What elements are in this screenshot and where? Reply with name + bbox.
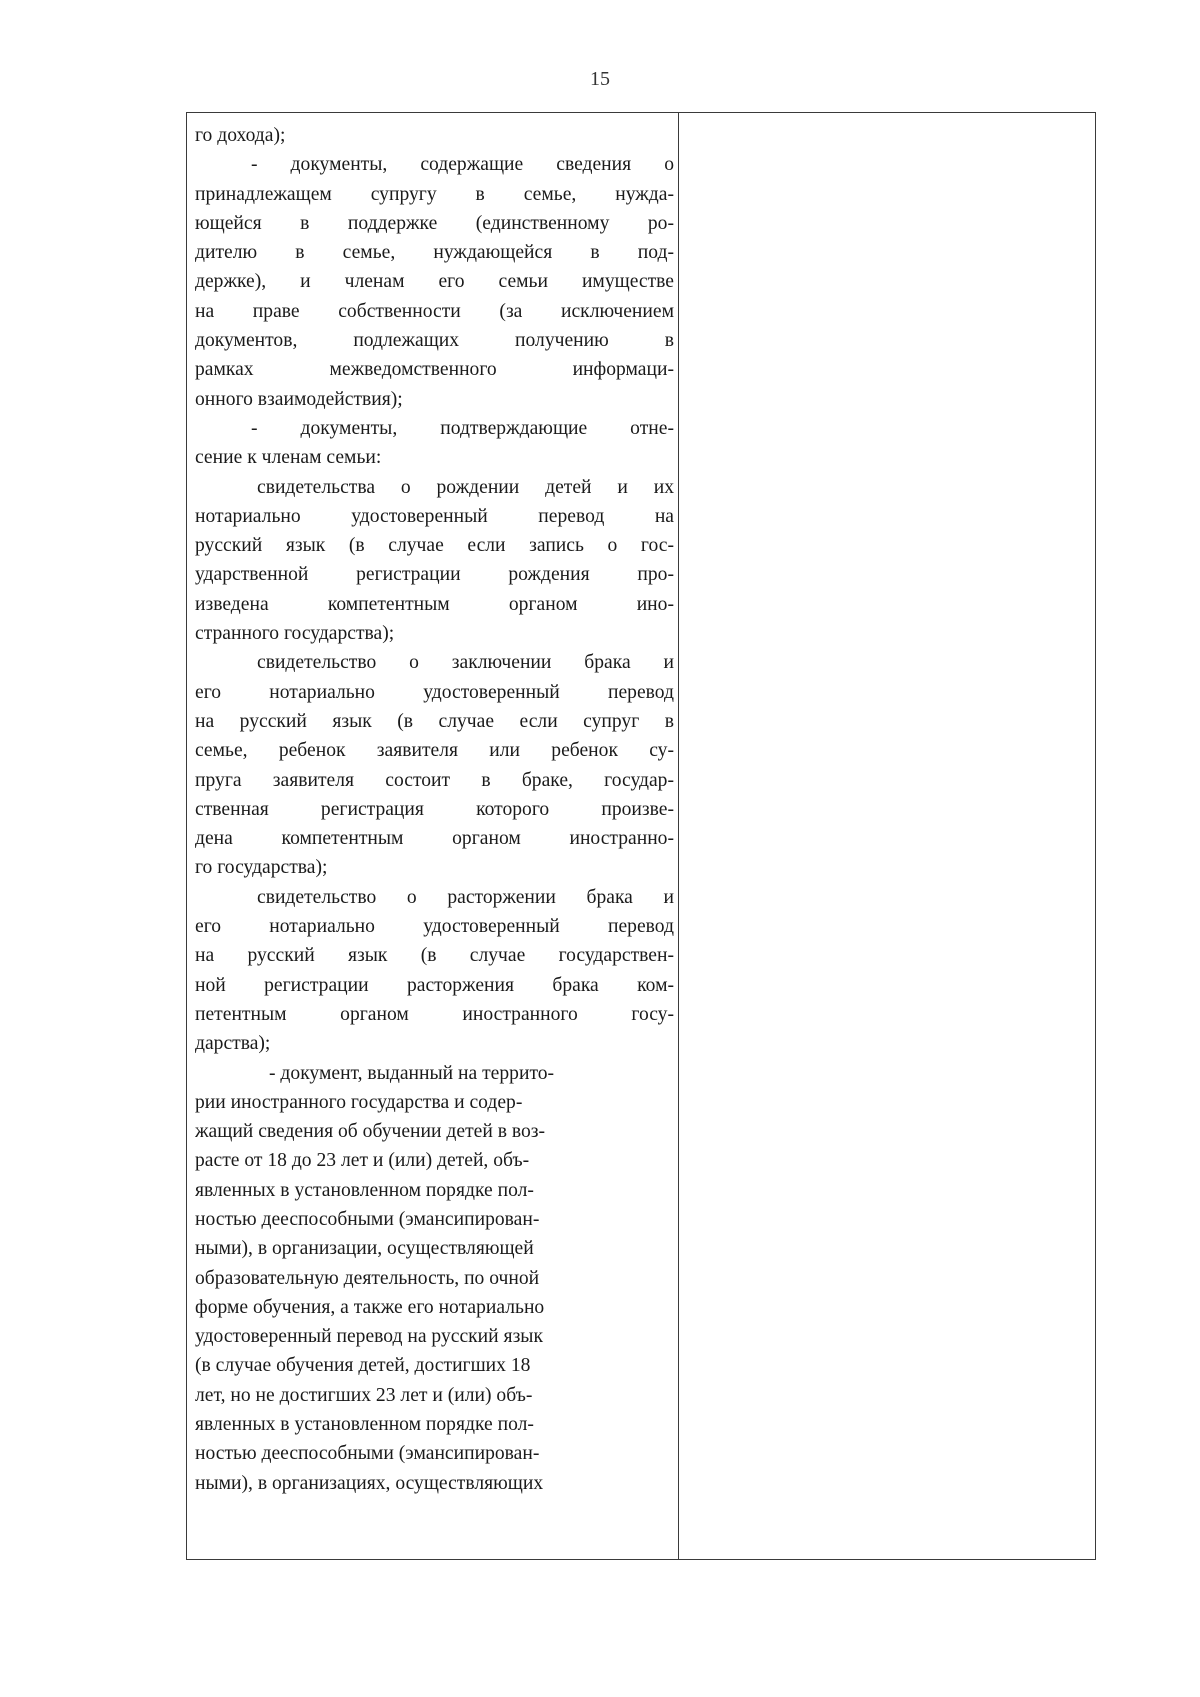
text-line: онного взаимодействия); <box>195 388 403 410</box>
text-line: - документ, выданный на террито- <box>269 1062 555 1084</box>
text-line: дарства); <box>195 1033 271 1055</box>
text-line: пруга заявителя состоит в браке, государ- <box>195 769 674 791</box>
text-line: ной регистрации расторжения брака ком- <box>195 974 674 996</box>
text-line: ственная регистрация которого произве- <box>195 798 674 820</box>
text-line: ными), в организациях, осуществляющих <box>195 1472 544 1494</box>
table-cell-right <box>679 113 1095 1559</box>
text-line: форме обучения, а также его нотариально <box>195 1296 545 1318</box>
text-line: семье, ребенок заявителя или ребенок су- <box>195 740 674 762</box>
table-cell-left <box>187 113 679 1559</box>
text-line: странного государства); <box>195 623 395 645</box>
text-line: свидетельства о рождении детей и их <box>257 476 674 498</box>
text-line: свидетельство о заключении брака и <box>257 652 674 674</box>
text-line: ными), в организации, осуществляющей <box>195 1238 534 1260</box>
text-line: рамках межведомственного информаци- <box>195 359 674 381</box>
text-line: ющейся в поддержке (единственному ро- <box>195 212 674 234</box>
text-line: го дохода); <box>195 125 286 146</box>
text-line: дителю в семье, нуждающейся в под- <box>195 242 674 264</box>
text-line: русский язык (в случае если запись о гос- <box>195 535 674 557</box>
text-line: ностью дееспособными (эмансипирован- <box>195 1443 540 1465</box>
text-line: его нотариально удостоверенный перевод <box>195 681 674 703</box>
text-line: на праве собственности (за исключением <box>195 300 674 322</box>
text-line: нотариально удостоверенный перевод на <box>195 505 674 527</box>
text-line: ударственной регистрации рождения про- <box>195 564 674 586</box>
text-line: расте от 18 до 23 лет и (или) детей, объ- <box>195 1150 530 1172</box>
text-line: сение к членам семьи: <box>195 447 382 469</box>
text-line: держке), и членам его семьи имуществе <box>195 271 674 293</box>
document-table <box>186 112 1096 1560</box>
text-line: (в случае обучения детей, достигших 18 <box>195 1355 531 1377</box>
text-line: жащий сведения об обучении детей в воз- <box>195 1121 546 1143</box>
text-line: явленных в установленном порядке пол- <box>195 1414 534 1436</box>
text-line: рии иностранного государства и содер- <box>195 1091 523 1113</box>
text-line: его нотариально удостоверенный перевод <box>195 916 674 938</box>
text-line: дена компетентным органом иностранно- <box>195 828 674 850</box>
text-line: на русский язык (в случае если супруг в <box>195 710 674 732</box>
text-line: удостоверенный перевод на русский язык <box>195 1326 543 1348</box>
text-line: документов, подлежащих получению в <box>195 330 674 352</box>
text-line: го государства); <box>195 857 328 879</box>
text-line: петентным органом иностранного госу- <box>195 1003 674 1025</box>
text-line: свидетельство о расторжении брака и <box>257 886 674 908</box>
page-number: 15 <box>590 68 610 90</box>
text-line: образовательную деятельность, по очной <box>195 1267 540 1289</box>
text-line: - документы, содержащие сведения о <box>251 154 674 176</box>
text-line: явленных в установленном порядке пол- <box>195 1179 534 1201</box>
text-line: принадлежащем супругу в семье, нужда- <box>195 183 674 205</box>
text-line: лет, но не достигших 23 лет и (или) объ- <box>195 1384 533 1406</box>
text-line: - документы, подтверждающие отне- <box>251 417 674 439</box>
text-line: на русский язык (в случае государствен- <box>195 945 674 967</box>
text-line: изведена компетентным органом ино- <box>195 593 674 615</box>
text-line: ностью дееспособными (эмансипирован- <box>195 1208 540 1230</box>
